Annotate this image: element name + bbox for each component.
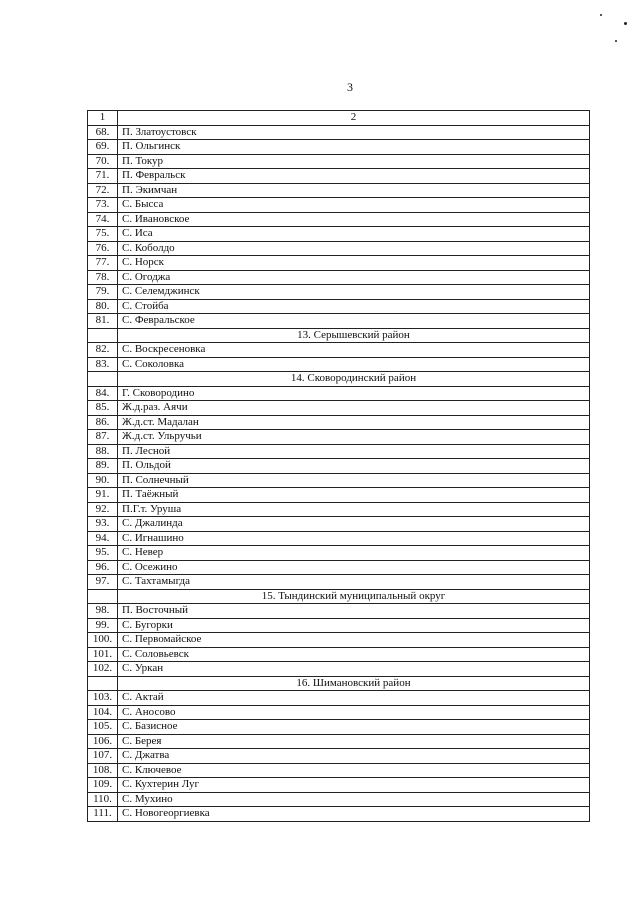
row-number: 102.	[88, 662, 118, 677]
table-row	[88, 763, 590, 778]
row-number: 99.	[88, 618, 118, 633]
table-row	[88, 618, 590, 633]
section-header-row	[88, 676, 590, 691]
row-number: 93.	[88, 517, 118, 532]
section-header-row	[88, 589, 590, 604]
section-number-cell	[88, 372, 118, 387]
table-row	[88, 647, 590, 662]
row-number: 69.	[88, 140, 118, 155]
row-number: 81.	[88, 314, 118, 329]
page-number: 3	[347, 80, 353, 94]
row-number: 97.	[88, 575, 118, 590]
settlement-name: С. Берея	[118, 734, 590, 749]
row-number: 85.	[88, 401, 118, 416]
table-row	[88, 502, 590, 517]
row-number: 111.	[88, 807, 118, 822]
table-header-row	[88, 111, 590, 126]
table-row	[88, 198, 590, 213]
table-row	[88, 633, 590, 648]
column-header-number: 1	[88, 111, 118, 126]
row-number: 91.	[88, 488, 118, 503]
row-number: 98.	[88, 604, 118, 619]
settlement-name: П. Лесной	[118, 444, 590, 459]
table-row	[88, 531, 590, 546]
settlement-name: С. Кухтерин Луг	[118, 778, 590, 793]
row-number: 103.	[88, 691, 118, 706]
row-number: 72.	[88, 183, 118, 198]
scan-speck	[615, 40, 617, 42]
row-number: 77.	[88, 256, 118, 271]
settlement-name: С. Соловьевск	[118, 647, 590, 662]
settlement-name: С. Февральское	[118, 314, 590, 329]
settlement-name: С. Бугорки	[118, 618, 590, 633]
settlement-name: С. Стойба	[118, 299, 590, 314]
settlement-name: С. Невер	[118, 546, 590, 561]
table-row	[88, 807, 590, 822]
table-row	[88, 720, 590, 735]
settlement-name: Г. Сковородино	[118, 386, 590, 401]
settlement-name: С. Огоджа	[118, 270, 590, 285]
row-number: 104.	[88, 705, 118, 720]
settlement-name: Ж.д.раз. Аячи	[118, 401, 590, 416]
table-row	[88, 227, 590, 242]
row-number: 108.	[88, 763, 118, 778]
row-number: 76.	[88, 241, 118, 256]
table-row	[88, 705, 590, 720]
row-number: 78.	[88, 270, 118, 285]
table-row	[88, 792, 590, 807]
section-title: 13. Серышевский район	[118, 328, 590, 343]
row-number: 90.	[88, 473, 118, 488]
settlement-name: П. Таёжный	[118, 488, 590, 503]
row-number: 89.	[88, 459, 118, 474]
row-number: 79.	[88, 285, 118, 300]
section-header-row	[88, 372, 590, 387]
table-row	[88, 415, 590, 430]
settlement-name: П. Солнечный	[118, 473, 590, 488]
table-row	[88, 560, 590, 575]
row-number: 73.	[88, 198, 118, 213]
row-number: 109.	[88, 778, 118, 793]
table-row	[88, 270, 590, 285]
column-header-name: 2	[118, 111, 590, 126]
table-row	[88, 183, 590, 198]
settlement-name: С. Джалинда	[118, 517, 590, 532]
table-row	[88, 357, 590, 372]
row-number: 107.	[88, 749, 118, 764]
settlement-name: С. Осежино	[118, 560, 590, 575]
settlement-name: С. Ивановское	[118, 212, 590, 227]
section-title: 15. Тындинский муниципальный округ	[118, 589, 590, 604]
settlement-name: П. Экимчан	[118, 183, 590, 198]
settlement-name: С. Иса	[118, 227, 590, 242]
table-row	[88, 662, 590, 677]
row-number: 80.	[88, 299, 118, 314]
settlement-name: П. Токур	[118, 154, 590, 169]
row-number: 88.	[88, 444, 118, 459]
table-row	[88, 241, 590, 256]
row-number: 92.	[88, 502, 118, 517]
settlement-name: С. Ключевое	[118, 763, 590, 778]
table-row	[88, 546, 590, 561]
table-row	[88, 488, 590, 503]
settlement-name: С. Коболдо	[118, 241, 590, 256]
scan-speck	[600, 14, 602, 16]
settlement-name: С. Первомайское	[118, 633, 590, 648]
row-number: 83.	[88, 357, 118, 372]
row-number: 86.	[88, 415, 118, 430]
settlement-name: С. Тахтамыгда	[118, 575, 590, 590]
row-number: 74.	[88, 212, 118, 227]
table-row	[88, 140, 590, 155]
table-row	[88, 169, 590, 184]
section-title: 16. Шимановский район	[118, 676, 590, 691]
table-row	[88, 299, 590, 314]
row-number: 82.	[88, 343, 118, 358]
table-row	[88, 343, 590, 358]
section-header-row	[88, 328, 590, 343]
section-number-cell	[88, 676, 118, 691]
table-body	[88, 125, 590, 821]
settlement-name: С. Бысса	[118, 198, 590, 213]
section-title: 14. Сковородинский район	[118, 372, 590, 387]
settlement-name: С. Уркан	[118, 662, 590, 677]
table-row	[88, 517, 590, 532]
table-row	[88, 575, 590, 590]
table-row	[88, 386, 590, 401]
settlement-name: П.Г.т. Уруша	[118, 502, 590, 517]
row-number: 71.	[88, 169, 118, 184]
settlement-name: С. Актай	[118, 691, 590, 706]
settlement-name: Ж.д.ст. Ульручьи	[118, 430, 590, 445]
settlement-name: С. Базисное	[118, 720, 590, 735]
row-number: 105.	[88, 720, 118, 735]
row-number: 75.	[88, 227, 118, 242]
table-row	[88, 256, 590, 271]
table-row	[88, 154, 590, 169]
row-number: 68.	[88, 125, 118, 140]
table-row	[88, 212, 590, 227]
table-row	[88, 459, 590, 474]
table-row	[88, 314, 590, 329]
table-row	[88, 604, 590, 619]
settlement-name: С. Норск	[118, 256, 590, 271]
row-number: 87.	[88, 430, 118, 445]
settlement-name: Ж.д.ст. Мадалан	[118, 415, 590, 430]
row-number: 96.	[88, 560, 118, 575]
table-row	[88, 444, 590, 459]
table-row	[88, 430, 590, 445]
table-row	[88, 473, 590, 488]
row-number: 94.	[88, 531, 118, 546]
row-number: 106.	[88, 734, 118, 749]
settlement-name: С. Аносово	[118, 705, 590, 720]
scan-speck	[624, 22, 627, 25]
table-row	[88, 285, 590, 300]
settlement-name: П. Ольдой	[118, 459, 590, 474]
table-row	[88, 125, 590, 140]
table-row	[88, 749, 590, 764]
settlement-name: С. Воскресеновка	[118, 343, 590, 358]
settlement-name: П. Февральск	[118, 169, 590, 184]
table-row	[88, 401, 590, 416]
row-number: 110.	[88, 792, 118, 807]
row-number: 101.	[88, 647, 118, 662]
settlement-name: С. Соколовка	[118, 357, 590, 372]
settlement-name: П. Ольгинск	[118, 140, 590, 155]
row-number: 70.	[88, 154, 118, 169]
settlement-name: П. Восточный	[118, 604, 590, 619]
settlement-name: П. Златоустовск	[118, 125, 590, 140]
section-number-cell	[88, 328, 118, 343]
row-number: 84.	[88, 386, 118, 401]
settlements-table	[87, 110, 590, 822]
row-number: 95.	[88, 546, 118, 561]
settlement-name: С. Новогеоргиевка	[118, 807, 590, 822]
settlement-name: С. Игнашино	[118, 531, 590, 546]
settlement-name: С. Джатва	[118, 749, 590, 764]
section-number-cell	[88, 589, 118, 604]
settlement-name: С. Мухино	[118, 792, 590, 807]
row-number: 100.	[88, 633, 118, 648]
settlement-name: С. Селемджинск	[118, 285, 590, 300]
table-row	[88, 778, 590, 793]
table-row	[88, 691, 590, 706]
table-row	[88, 734, 590, 749]
